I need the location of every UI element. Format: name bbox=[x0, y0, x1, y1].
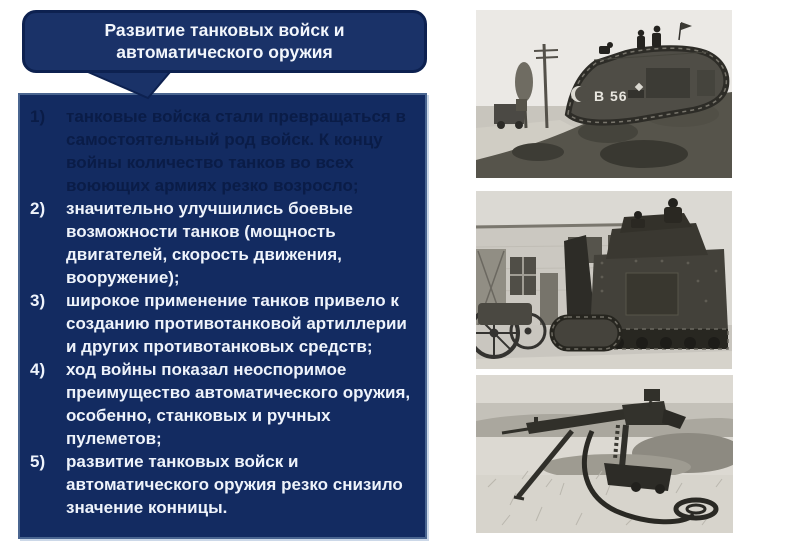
tank-marking-text: B 56 bbox=[594, 88, 628, 104]
list-item bbox=[24, 105, 417, 197]
page-title: Развитие танковых войск и автоматического оружия bbox=[104, 19, 345, 62]
sight bbox=[644, 389, 660, 401]
list-item bbox=[24, 197, 417, 289]
item-number: 5) bbox=[30, 452, 46, 471]
item-number: 3) bbox=[30, 291, 46, 310]
item-text: широкое применение танков привело к созданию противотанковой артиллерии и других противотанковых средств; bbox=[66, 291, 407, 356]
title-bubble bbox=[22, 10, 427, 73]
content-panel bbox=[18, 93, 427, 539]
front-track-unit bbox=[552, 317, 620, 349]
photo-schneider-tank bbox=[476, 191, 732, 369]
list-item bbox=[24, 358, 417, 450]
bubble-tail bbox=[84, 71, 176, 100]
item-text: значительно улучшились боевые возможности танков (мощность двигателей, скорость движения, вооружение); bbox=[66, 199, 353, 287]
item-number: 4) bbox=[30, 360, 46, 379]
item-number: 1) bbox=[30, 107, 46, 126]
item-text: развитие танковых войск и автоматического оружия резко снизило значение конницы. bbox=[66, 452, 403, 517]
item-number: 2) bbox=[30, 199, 46, 218]
photo-maxim-machine-gun bbox=[476, 375, 733, 533]
item-text: танковые войска стали превращаться в самостоятельный род войск. К концу войны количество танков во всех воюющих армиях резко возросло; bbox=[66, 107, 406, 195]
list-item bbox=[24, 289, 417, 358]
item-text: ход войны показал неоспоримое преимущество автоматического оружия, особенно, станковых и ручных пулеметов; bbox=[66, 360, 411, 448]
list-item bbox=[24, 450, 417, 519]
numbered-list bbox=[24, 105, 417, 519]
photo-mark-tank bbox=[476, 10, 732, 178]
receiver bbox=[622, 401, 669, 425]
